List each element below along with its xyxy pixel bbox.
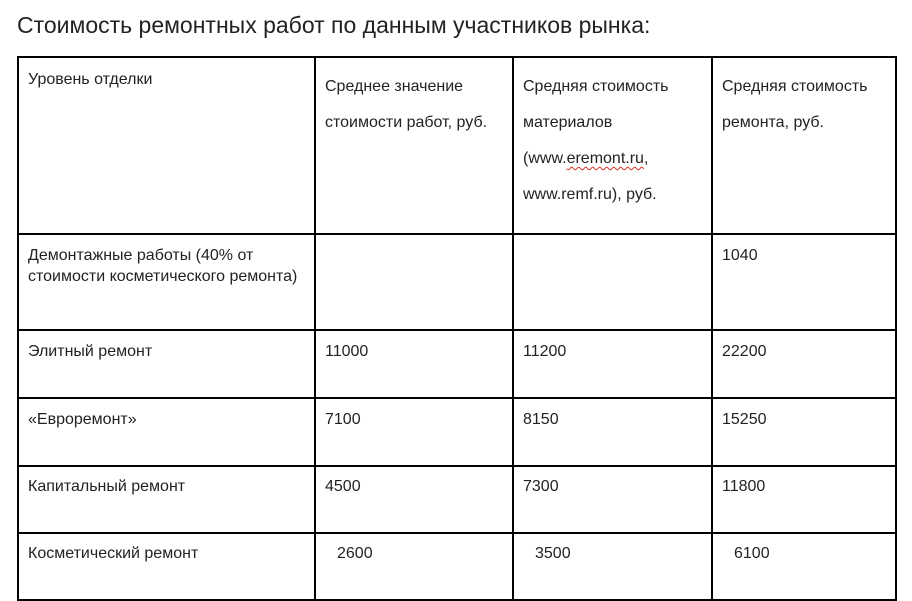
- cell-materials: 8150: [513, 398, 712, 466]
- header-materials-comma: ,: [643, 150, 649, 167]
- cell-total: 15250: [712, 398, 896, 466]
- cell-materials: 3500: [513, 533, 712, 600]
- header-works-line2: стоимости работ, руб.: [325, 114, 488, 131]
- header-cell-level: [18, 57, 315, 234]
- cell-level: Капитальный ремонт: [18, 466, 315, 533]
- cell-total: 22200: [712, 330, 896, 398]
- header-materials-line4: www.remf.ru), руб.: [523, 186, 657, 203]
- cell-works: [315, 234, 513, 330]
- spellcheck-word-eremont[interactable]: eremont.ru: [566, 150, 644, 167]
- table-row: [18, 234, 896, 330]
- cell-total: 6100: [712, 533, 896, 600]
- header-total-line2: ремонта, руб.: [722, 114, 824, 131]
- header-works-line1: Среднее значение: [325, 78, 464, 95]
- table-row: [18, 398, 896, 466]
- table-header-row: [18, 57, 896, 234]
- cell-materials: 11200: [513, 330, 712, 398]
- cell-total: 11800: [712, 466, 896, 533]
- header-materials-line3: [523, 141, 702, 177]
- table-row: [18, 533, 896, 600]
- header-cell-materials: [513, 57, 712, 234]
- cell-materials: [513, 234, 712, 330]
- cell-works: 7100: [315, 398, 513, 466]
- table-row: [18, 330, 896, 398]
- cell-level: Косметический ремонт: [18, 533, 315, 600]
- table-row: [18, 466, 896, 533]
- cell-works: 4500: [315, 466, 513, 533]
- header-level-text: Уровень отделки: [28, 71, 153, 88]
- header-cell-total: [712, 57, 896, 234]
- cell-works: 2600: [315, 533, 513, 600]
- cell-total: 1040: [712, 234, 896, 330]
- cost-table-wrapper: [17, 56, 897, 601]
- header-materials-line2: материалов: [523, 114, 613, 131]
- cell-level: Элитный ремонт: [18, 330, 315, 398]
- header-materials-line1: Средняя стоимость: [523, 78, 669, 95]
- page-title: Стоимость ремонтных работ по данным участников рынка:: [17, 12, 651, 38]
- cell-level: Демонтажные работы (40% от стоимости косметического ремонта): [18, 234, 315, 330]
- cost-table: [17, 56, 897, 601]
- cell-materials: 7300: [513, 466, 712, 533]
- cell-works: 11000: [315, 330, 513, 398]
- header-total-line1: Средняя стоимость: [722, 78, 868, 95]
- header-cell-works: [315, 57, 513, 234]
- header-materials-prefix: (www.: [523, 150, 567, 167]
- cell-level: «Евроремонт»: [18, 398, 315, 466]
